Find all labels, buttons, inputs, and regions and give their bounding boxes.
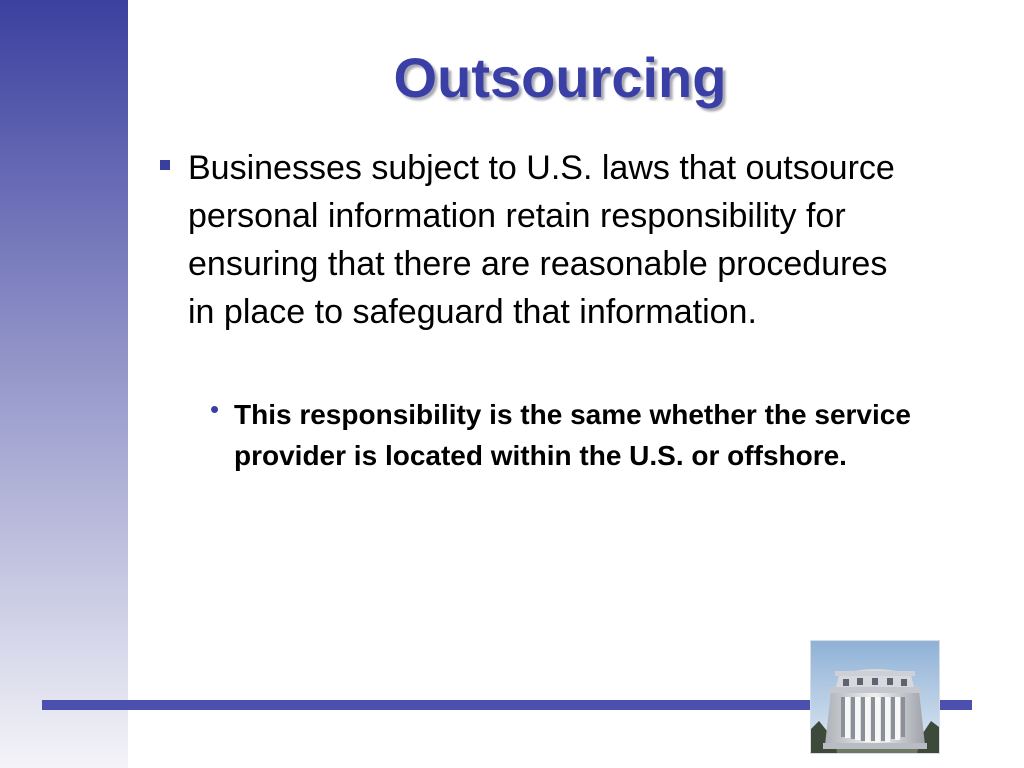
- bullet-item-level-2: [210, 394, 970, 476]
- bullet-text-level-2: This responsibility is the same whether the service provider is located within the U.S. or offshore.: [234, 399, 911, 471]
- square-bullet-icon: [160, 160, 170, 170]
- slide-title: Outsourcing: [393, 46, 727, 109]
- bullet-item-level-1: [160, 144, 900, 336]
- government-building-photo: [810, 640, 940, 754]
- bullet-text-level-1: Businesses subject to U.S. laws that outsource personal information retain responsibility for ensuring that there are reasonable procedures in place to safeguard that information.: [188, 149, 895, 331]
- left-gradient-band: [0, 0, 128, 768]
- round-bullet-icon: •: [210, 394, 220, 424]
- building-illustration: [811, 641, 939, 753]
